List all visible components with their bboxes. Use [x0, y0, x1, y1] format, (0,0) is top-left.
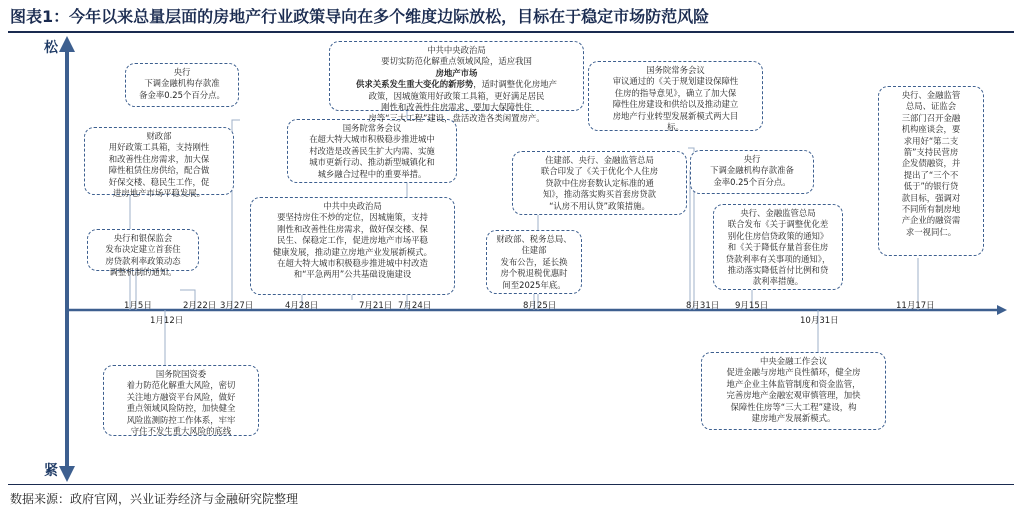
event-body-line: 别化住房信贷政策的通知》	[727, 230, 829, 241]
event-body-line: 三部门召开金融	[901, 112, 961, 123]
event-body-line: 备金率0.25个百分点。	[139, 89, 225, 100]
event-body-line: 要切实防范化解重点领域风险，适应我国	[381, 56, 532, 67]
event-body-line: 着力防范化解重大风险，密切	[126, 380, 236, 391]
event-body-line: 进房地产市场平稳发展。	[112, 188, 206, 199]
event-body-line: 房地产市场	[435, 67, 478, 78]
event-body	[109, 380, 253, 437]
event-body-line: 在超大特大城市积极稳步推进城中	[309, 134, 435, 145]
event-body-line: 发布决定建立首套住	[105, 244, 181, 255]
event-body-line: 障性租赁住房供给，配合做	[108, 165, 210, 176]
event-body-line: 刚性和改善性住房需求，做好保交楼、保	[277, 223, 428, 234]
event-body-line: 贷款中住房套数认定标准的通	[545, 177, 654, 188]
event-box-pboc-nfra	[713, 204, 843, 290]
event-body-line: 审议通过的《关于规划建设保障性	[612, 76, 739, 87]
event-box-pboc-cbirc	[87, 229, 199, 278]
event-body	[492, 245, 576, 291]
event-box-pboc-rrr-march	[125, 63, 239, 107]
event-body-line: 发布公告，延长换	[500, 256, 568, 267]
event-title: 国务院常务会议	[646, 65, 705, 75]
date-label: 2月22日	[183, 301, 217, 311]
figure-title: 图表1：今年以来总量层面的房地产行业政策导向在多个维度边际放松，目标在于稳定市场防范风险	[10, 7, 710, 26]
event-body	[696, 165, 808, 188]
event-body-line: 民生、保稳定工作，促进房地产市场平稳	[277, 235, 428, 246]
event-body-line: 标。	[667, 122, 684, 133]
event-body-line: 刚性和改善性住房需求，要加大保障性住	[381, 102, 532, 113]
event-body-line: 和《关于降低存量首套住房	[727, 242, 829, 253]
event-body-line: 政策，因城施策用好政策工具箱，更好满足居民	[368, 90, 545, 101]
event-body-line: “认房不用认贷”政策措施。	[549, 200, 650, 211]
event-box-central-financial-work-conference	[701, 352, 886, 430]
event-box-state-council-april	[287, 119, 457, 183]
event-body-line: 贷款利率有关事项的通知》，	[725, 253, 831, 264]
event-body-line: 在超大特大城市积极稳步推进城中村改造	[277, 258, 428, 269]
event-body	[90, 142, 228, 199]
event-box-politburo-december	[329, 41, 584, 124]
event-title: 央行、金融监管总局	[740, 208, 816, 218]
event-body-line: 款目标，强调对	[901, 192, 961, 203]
event-body	[131, 78, 233, 101]
event-box-mohurd-pboc-nfra	[512, 151, 687, 215]
event-body-line: 促进金融与房地产良性循环，健全房	[726, 367, 861, 378]
event-body-line: 箭”支持民营房	[903, 147, 959, 158]
event-body	[293, 134, 451, 180]
date-label: 1月5日	[124, 301, 152, 311]
tight-label: 紧	[44, 463, 58, 479]
event-body-line: 房贷款利率政策动态	[105, 255, 181, 266]
event-body	[93, 244, 193, 278]
event-body-line: 住建部	[521, 245, 547, 256]
event-title: 央行、金融监管	[901, 90, 961, 100]
event-body-line: 用好政策工具箱，支持刚性	[108, 142, 210, 153]
event-body-line: 提出了“三个不	[903, 169, 959, 180]
event-body	[594, 76, 757, 133]
event-body-line: 守住不发生重大风险的底线	[130, 426, 232, 437]
event-body	[335, 56, 578, 124]
event-body-line: 建房地产发展新模式。	[751, 413, 836, 424]
event-body-line: 要坚持房住不炒的定位，因城施策，支持	[277, 212, 428, 223]
date-label: 3月27日	[220, 301, 254, 311]
event-body-line: 完善房地产金融宏观审慎管理，加快	[726, 390, 861, 401]
event-box-three-departments-november	[878, 86, 984, 256]
event-body-line: 城市更新行动、推动新型城镇化和	[309, 157, 435, 168]
event-body-line: 好保交楼、稳民生工作，促	[108, 176, 210, 187]
event-body-line: 企发债融资，并	[901, 158, 961, 169]
event-title: 住建部、央行、金融监管总局	[545, 155, 654, 165]
event-body-line: 求用好“第二支	[903, 135, 959, 146]
event-body-line: 低于”的银行贷	[903, 181, 959, 192]
event-body-line: 房个税退税优惠时	[500, 268, 568, 279]
event-box-mof-sat	[486, 230, 582, 294]
event-body-line: 下调金融机构存款准	[144, 78, 220, 89]
event-body	[518, 166, 681, 212]
date-label: 11月17日	[896, 301, 935, 311]
event-body-line: 产企业的融资需	[901, 215, 961, 226]
date-label: 7月21日	[359, 301, 393, 311]
event-title: 财政部	[146, 131, 172, 141]
event-title: 国务院常务会议	[342, 123, 402, 133]
date-label: 4月28日	[285, 301, 319, 311]
event-title: 央行	[173, 67, 191, 77]
event-body-line: 重点领域风险防控，加快健全	[126, 403, 236, 414]
event-body-line: 不同所有制房地	[901, 204, 961, 215]
event-body	[707, 367, 880, 424]
date-label: 8月31日	[686, 301, 720, 311]
event-body-line: 房等“三大工程”建设，盘活改造各类闲置房产。	[368, 113, 545, 124]
event-box-state-council-august	[588, 61, 763, 131]
event-body-line: 地产企业主体监管制度和资金监管，	[726, 378, 861, 389]
data-source-note: 数据来源：政府官网，兴业证券经济与金融研究院整理	[10, 492, 299, 506]
event-body-line: 村改造是改善民生扩大内需、实施	[309, 145, 435, 156]
event-body-line: 城乡融合过程中的重要举措。	[317, 168, 427, 179]
event-body-line: 房地产行业转型发展新模式两大目	[612, 110, 739, 121]
event-body	[256, 212, 449, 280]
event-title: 中共中央政治局	[427, 45, 486, 55]
event-title: 央行和银保监会	[113, 233, 173, 243]
event-body-line: 和改善性住房需求，加大保	[108, 153, 210, 164]
event-body-line: 障性住房建设和供给以及推动建立	[612, 99, 739, 110]
event-body-line: 保障性住房等“三大工程”建设，构	[730, 401, 857, 412]
event-body	[884, 101, 978, 238]
event-body-line: 间至2025年底。	[502, 279, 566, 290]
event-body-line: 风险监测防控工作体系，牢牢	[126, 414, 236, 425]
event-body-line: 款利率措施。	[752, 276, 804, 287]
event-body-line: 调整机制的通知。	[109, 267, 177, 278]
event-body-line: 供求关系发生重大变化的新形势，适时调整优化房地产	[356, 79, 557, 90]
date-label: 9月15日	[735, 301, 769, 311]
event-body-line: 和“平急两用”公共基础设施建设	[293, 269, 412, 280]
event-body	[719, 219, 837, 287]
event-box-pboc-rrr-september	[690, 150, 814, 194]
date-label: 8月25日	[523, 301, 557, 311]
event-box-ministry-of-finance	[84, 127, 234, 199]
event-body-line: 总局、证监会	[905, 101, 957, 112]
event-box-politburo-july	[250, 197, 455, 295]
event-title: 国务院国资委	[155, 369, 207, 379]
event-title: 中共中央政治局	[323, 201, 382, 211]
event-body-line: 金率0.25个百分点。	[713, 176, 791, 187]
date-label: 7月24日	[398, 301, 432, 311]
loose-label: 松	[44, 40, 58, 56]
event-body-line: 求一视同仁。	[905, 226, 957, 237]
date-label: 10月31日	[800, 316, 839, 326]
event-body-line: 关注地方融资平台风险，做好	[126, 391, 236, 402]
event-body-line: 联合发布《关于调整优化差	[727, 219, 829, 230]
event-title: 中央金融工作会议	[760, 356, 827, 366]
event-body-line: 机构座谈会，要	[901, 124, 961, 135]
event-body-line: 住房的指导意见》，确立了加大保	[614, 87, 737, 98]
date-label: 1月12日	[150, 316, 184, 326]
event-body-line: 健康发展，推动建立房地产业发展新模式。	[272, 246, 433, 257]
event-box-sasac	[103, 365, 259, 436]
event-title: 央行	[743, 154, 761, 164]
event-body-line: 推动落实降低首付比例和贷	[727, 265, 829, 276]
source-divider	[8, 484, 1014, 485]
event-body-line: 联合印发了《关于优化个人住房	[540, 166, 659, 177]
event-body-line: 下调金融机构存款准备	[710, 165, 794, 176]
event-title: 财政部、税务总局、	[496, 234, 572, 244]
event-body-line: 知》，推动落实购买首套房贷款	[542, 189, 657, 200]
